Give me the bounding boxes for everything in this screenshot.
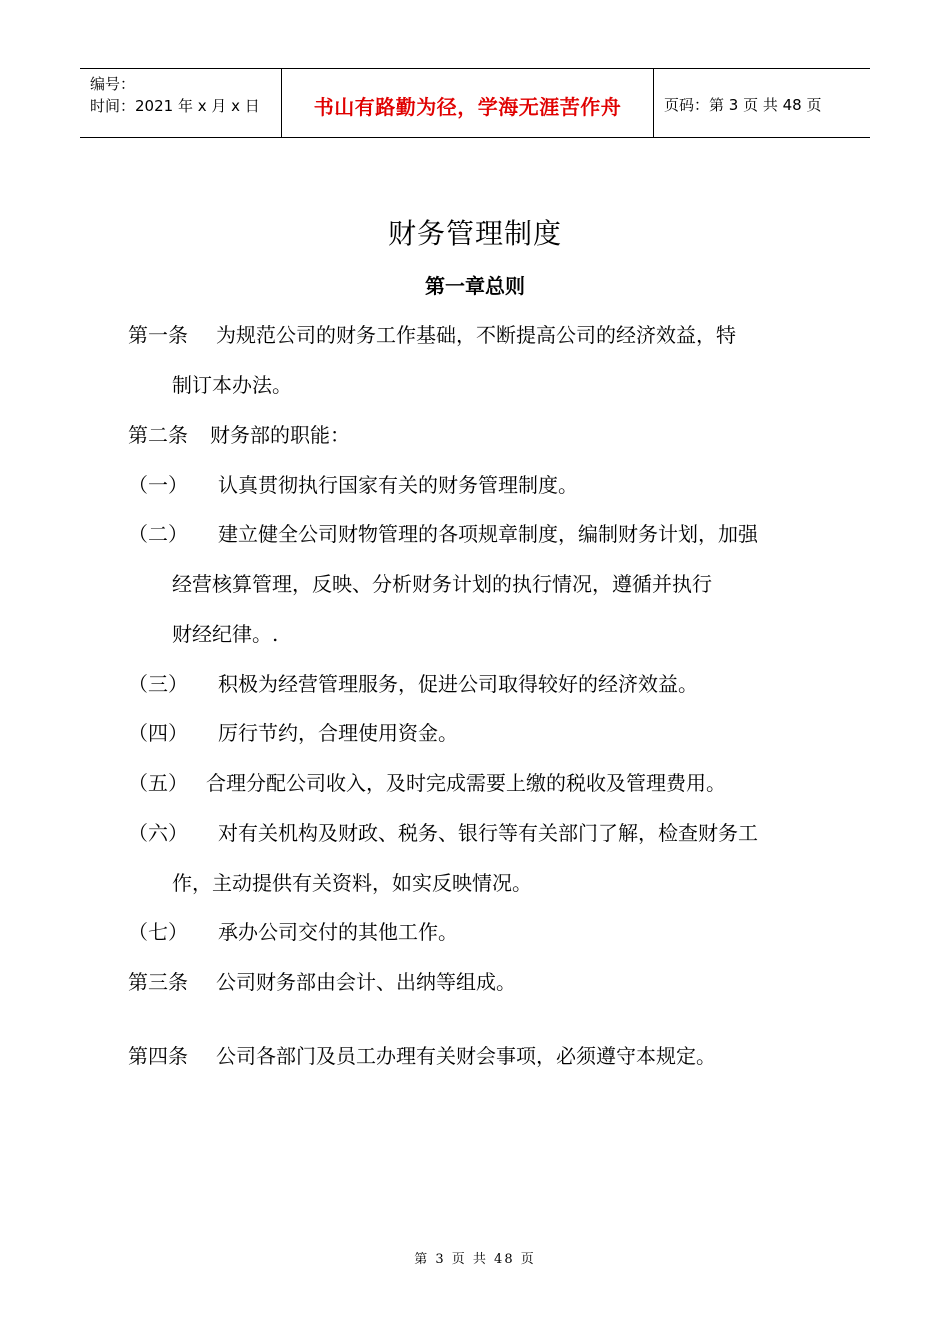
article-2-label: 第二条 (128, 423, 188, 447)
item-5-text: 合理分配公司收入，及时完成需要上缴的税收及管理费用。 (206, 771, 726, 795)
page-footer: 第 3 页 共 48 页 (414, 1252, 536, 1267)
item-2-text: 建立健全公司财物管理的各项规章制度，编制财务计划，加强 (218, 522, 758, 546)
item-6-text: 对有关机构及财政、税务、银行等有关部门了解，检查财务工 (218, 821, 758, 845)
item-1-label: （一） (128, 473, 188, 497)
article-4-label: 第四条 (128, 1044, 188, 1068)
item-7 (128, 919, 458, 945)
item-6-label: （六） (128, 821, 188, 845)
header-motto: 书山有路勤为径，学海无涯苦作舟 (282, 69, 654, 137)
article-1 (128, 322, 736, 348)
article-2-text: 财务部的职能： (210, 423, 350, 447)
item-3-label: （三） (128, 672, 188, 696)
article-1-continued: 制订本办法。 (172, 373, 292, 397)
item-7-label: （七） (128, 920, 188, 944)
article-4-text: 公司各部门及员工办理有关财会事项，必须遵守本规定。 (216, 1044, 716, 1068)
item-4-text: 厉行节约，合理使用资金。 (218, 721, 458, 745)
article-4 (128, 1043, 716, 1069)
item-4-label: （四） (128, 721, 188, 745)
item-2-label: （二） (128, 522, 188, 546)
article-3 (128, 969, 516, 995)
article-3-label: 第三条 (128, 970, 188, 994)
article-1-text: 为规范公司的财务工作基础，不断提高公司的经济效益，特 (216, 323, 736, 347)
item-2-continued-2: 财经纪律。. (172, 622, 279, 646)
article-2 (128, 422, 350, 448)
item-4 (128, 720, 458, 746)
item-1-text: 认真贯彻执行国家有关的财务管理制度。 (218, 473, 578, 497)
item-5-label: （五） (128, 771, 188, 795)
item-6 (128, 820, 758, 846)
chapter-heading: 第一章总则 (425, 274, 525, 298)
number-label: 编号： (90, 75, 136, 93)
page-header (80, 68, 870, 138)
time-label: 时间：2021 年 x 月 x 日 (90, 97, 260, 115)
item-6-continued: 作，主动提供有关资料，如实反映情况。 (172, 871, 532, 895)
header-meta (80, 69, 282, 137)
item-5 (128, 770, 726, 796)
item-3 (128, 671, 698, 697)
item-3-text: 积极为经营管理服务，促进公司取得较好的经济效益。 (218, 672, 698, 696)
document-title: 财务管理制度 (387, 217, 562, 250)
item-7-text: 承办公司交付的其他工作。 (218, 920, 458, 944)
header-page-info: 页码：第 3 页 共 48 页 (664, 95, 822, 114)
item-2 (128, 521, 758, 547)
item-1 (128, 472, 578, 498)
article-1-label: 第一条 (128, 323, 188, 347)
item-2-continued-1: 经营核算管理，反映、分析财务计划的执行情况，遵循并执行 (172, 572, 712, 596)
article-3-text: 公司财务部由会计、出纳等组成。 (216, 970, 516, 994)
